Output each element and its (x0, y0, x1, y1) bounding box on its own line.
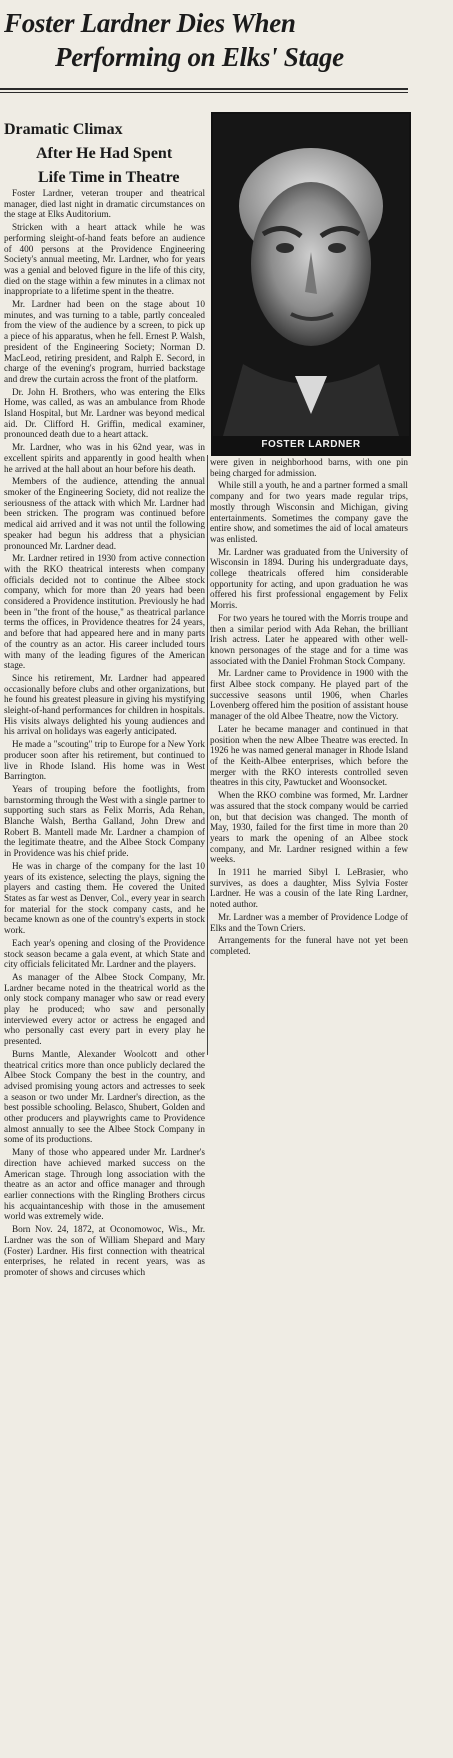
paragraph: Later he became manager and continued in that position when the new Albee Theatre was erected. In 1926 he was named general manager in Rhode Island of the Keith-Albee enterprises, which before the merger with the RKO interests controlled seven theatres in this city, Pawtucket and Woonsocket. (210, 723, 408, 788)
portrait-photo (211, 112, 411, 456)
portrait-image (213, 114, 409, 436)
paragraph: Mr. Lardner retired in 1930 from active connection with the RKO theatrical interests when company officials decided not to continue the Albee stock company, which for more than 20 years had been considered a Providence institution. Previously he had been in "the front of the house," as theatrical parlance terms the offices, in Providence theatres for 24 years, and before that had appeared here and in many parts of the country as an actor. His career included tours with many of the leading figures of the American stage. (4, 553, 205, 671)
paragraph: He made a "scouting" trip to Europe for a New York producer soon after his retirement, but continued to live in Rhode Island. His home was in West Barrington. (4, 739, 205, 782)
photo-caption: FOSTER LARDNER (213, 436, 409, 454)
deck-line-2: After He Had Spent (36, 145, 173, 162)
paragraph: Stricken with a heart attack while he was performing sleight-of-hand feats before an audience of 400 persons at the Providence Engineering Society's annual meeting, Mr. Lardner, who for years was a genial and beloved figure in the life of this city, died on the stage within a few minutes in a climax not inappropriate to a lifetime spent in the theatre. (4, 222, 205, 297)
column-divider (207, 455, 208, 1055)
paragraph: Members of the audience, attending the annual smoker of the Engineering Society, did not realize the seriousness of the attack with which Mr. Lardner had been stricken. The program was continued before medical aid arrived and it was not until the following speaker had begun his address that a physician pronounced Mr. Lardner dead. (4, 476, 205, 551)
article-column-2 (210, 457, 408, 1052)
paragraph: Mr. Lardner was graduated from the University of Wisconsin in 1894. During his undergraduate days, college theatricals offered him considerable opportunity for acting, and upon graduation he was offered his first professional engagement by Felix Morris. (210, 546, 408, 611)
headline-line-1: Foster Lardner Dies When (4, 8, 296, 38)
paragraph: were given in neighborhood barns, with one pin being charged for admission. (210, 457, 408, 478)
paragraph: Many of those who appeared under Mr. Lardner's direction have achieved marked success on the American stage. Through long association with the theatre as an actor and office manager and through earlier connections with the Ringling Brothers circus his acquaintanceship with those in the amusement world was extremely wide. (4, 1147, 205, 1222)
paragraph: Mr. Lardner was a member of Providence Lodge of Elks and the Town Criers. (210, 911, 408, 933)
paragraph: In 1911 he married Sibyl I. LeBrasier, who survives, as does a daughter, Miss Sylvia Foster Lardner. He was a cousin of the late Ring Lardner, noted author. (210, 867, 408, 910)
paragraph: For two years he toured with the Morris troupe and then a similar period with Ada Rehan, the brilliant Irish actress. Later he appeared with other well-known personages of the stage and for a time was associated with the Daniel Frohman Stock Company. (210, 612, 408, 666)
deck-line-1: Dramatic Climax (4, 121, 123, 138)
headline-line-2: Performing on Elks' Stage (55, 42, 344, 72)
article-column-1 (4, 118, 205, 1277)
headline-rule-thin (0, 92, 408, 93)
paragraph: He was in charge of the company for the last 10 years of its existence, selecting the plays, signing the players and casting them. He covered the United States as far west as Denver, Col., every year in search for material for the stock company casts, and he became known as one of the country's experts in stock work. (4, 860, 205, 936)
paragraph: Arrangements for the funeral have not yet been completed. (210, 935, 408, 956)
paragraph: Each year's opening and closing of the Providence stock season became a gala event, at which State and city officials felicitated Mr. Lardner and the players. (4, 937, 205, 970)
column-2-body (210, 457, 408, 957)
deck-line-3: Life Time in Theatre (38, 169, 180, 186)
paragraph: Dr. John H. Brothers, who was entering the Elks Home, was called, as was an ambulance from Rhode Island Hospital, but Mr. Lardner was beyond medical aid. Dr. Clifford H. Griffin, medical examiner, pronounced death due to a heart attack. (4, 386, 205, 440)
headline-rule (0, 88, 408, 90)
paragraph: Since his retirement, Mr. Lardner had appeared occasionally before clubs and other organizations, but he found his greatest pleasure in giving his mystifying sleight-of-hand performances for children in hospitals. His visits always delighted his young audiences and his arrival on holidays was eagerly anticipated. (4, 672, 205, 737)
paragraph: Born Nov. 24, 1872, at Oconomowoc, Wis., Mr. Lardner was the son of William Shepard and Mary (Foster) Lardner. His first connection with theatrical enterprises, he related in recent years, was as promoter of shows and circuses which (4, 1224, 205, 1277)
paragraph: When the RKO combine was formed, Mr. Lardner was assured that the stock company would be carried on, but that decision was changed. The month of May, 1930, failed for the first time in more than 20 years to mark the opening of an Albee stock company, and Mr. Lardner resigned within a few weeks. (210, 790, 408, 865)
column-1-body (4, 188, 205, 1758)
paragraph: Mr. Lardner, who was in his 62nd year, was in excellent spirits and apparently in good health when he arrived at the hall about an hour before his death. (4, 442, 205, 474)
paragraph: Foster Lardner, veteran trouper and theatrical manager, died last night in dramatic circumstances on the stage at Elks Auditorium. (4, 188, 205, 220)
paragraph: Burns Mantle, Alexander Woolcott and other theatrical critics more than once publicly declared the Albee Stock Company the best in the country, and advised promising young actors and actresses to seek a season or two under Mr. Lardner's direction, as the best possible schooling. Belasco, Shubert, Golden and other producers and playwrights came to Providence almost annually to see the Albee Stock Company in some of its productions. (4, 1048, 205, 1145)
paragraph: Mr. Lardner had been on the stage about 10 minutes, and was turning to a table, partly concealed from the view of the audience by a screen, to pick up a piece of his apparatus, when he fell. Ernest P. Walsh, president of the Engineering Society; Norman D. MacLeod, retiring president, and Ralph E. Secord, in charge of the evening's program, hurried backstage and drew the curtain across the front of the platform. (4, 299, 205, 384)
paragraph: Mr. Lardner came to Providence in 1900 with the first Albee stock company. He played part of the successive seasons until 1906, when Charles Lovenberg offered him the position of assistant house manager of the old Albee Theatre, now the Victory. (210, 668, 408, 722)
paragraph: Years of trouping before the footlights, from barnstorming through the West with a single partner to supporting such stars as Felix Morris, Ada Rehan, Blanche Walsh, Bertha Galland, John Drew and Robert B. Mantell made Mr. Lardner a champion of the legitimate theatre, and the Albee Stock Company in Providence was his chief pride. (4, 783, 205, 859)
paragraph: While still a youth, he and a partner formed a small company and for two years made regular trips, mostly through Wisconsin and Michigan, giving entertainments. Sometimes the company gave the entire show, and sometimes the aid of local amateurs was enlisted. (210, 480, 408, 544)
paragraph: As manager of the Albee Stock Company, Mr. Lardner became noted in the theatrical world as the only stock company manager who saw or read every play he produced; who saw and personally interviewed every actor or actress he engaged and who personally cast every part in every play he presented. (4, 971, 205, 1047)
deck-block (4, 118, 205, 190)
